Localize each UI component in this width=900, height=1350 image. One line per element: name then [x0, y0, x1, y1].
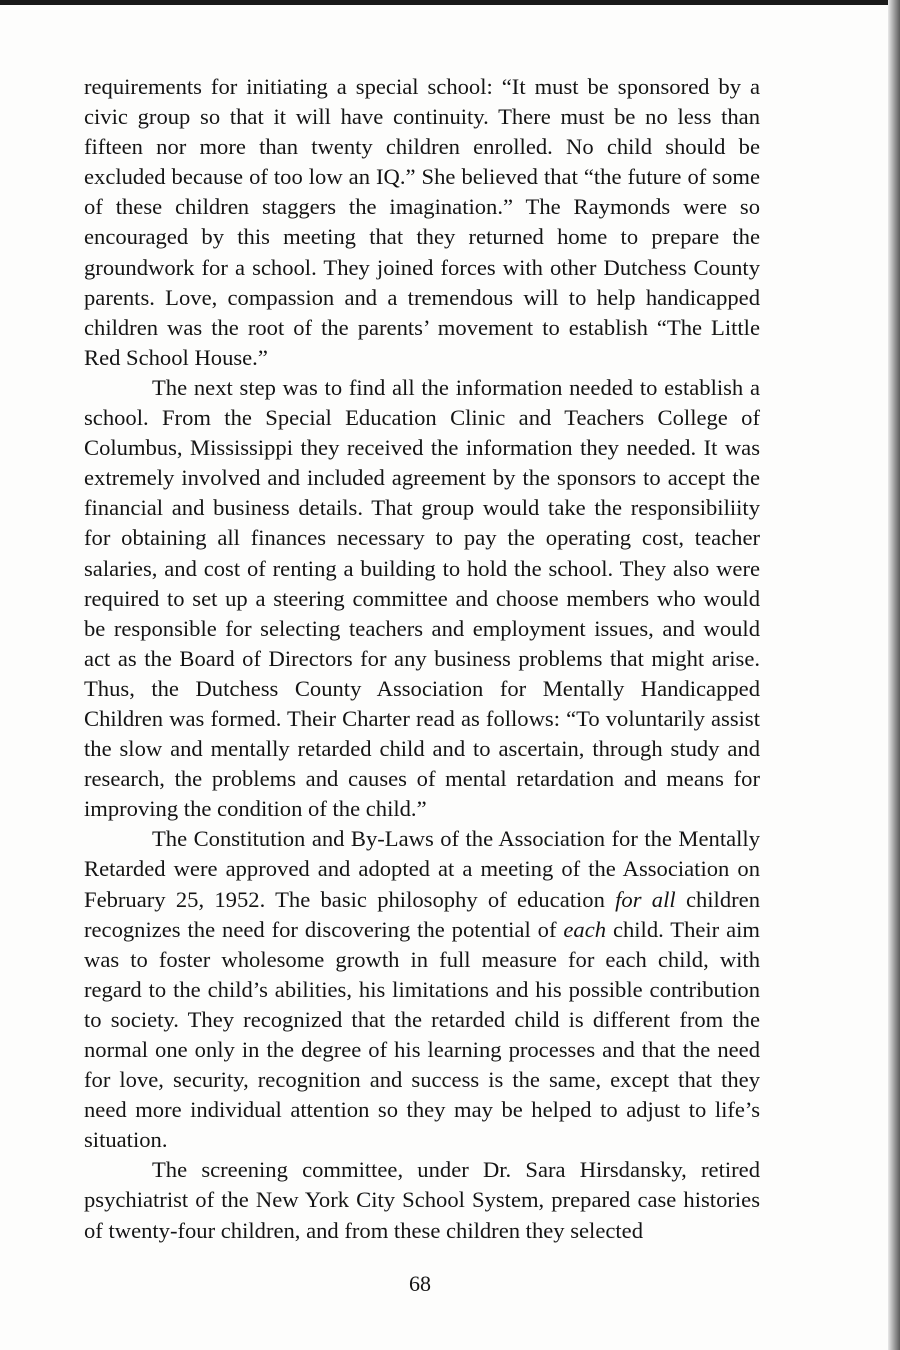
paragraph-3-text-c: child. Their aim was to foster wholesome growth in full measure for each child, with regard to the child’s abilities, his limitations and his possible contribution to society. They recognized that the retarded child is different from the normal one only in the degree of his learning processes and that the need for love, security, recognition and success is the same, except that they need more individual attention so they may be helped to adjust to life’s situation. — [84, 916, 760, 1153]
page-right-edge-shadow — [888, 0, 900, 1350]
paragraph-3 — [84, 824, 760, 1155]
paragraph-1 — [84, 72, 760, 373]
page-number: 68 — [409, 1271, 431, 1296]
paragraph-2 — [84, 373, 760, 824]
paragraph-3-text-b: children recognizes the need for discovering the potential of — [84, 886, 760, 942]
paragraph-2-text: The next step was to find all the information needed to establish a school. From the Special Education Clinic and Teachers College of Columbus, Mississippi they received the information they needed. It was extremely involved and included agreement by the sponsors to accept the financial and business details. That group would take the responsibiliity for obtaining all finances necessary to pay the operating cost, teacher salaries, and cost of renting a building to hold the school. They also were required to set up a steering committee and choose members who would be responsible for selecting teachers and employment issues, and would act as the Board of Directors for any business problems that might arise. Thus, the Dutchess County Association for Mentally Handicapped Children was formed. Their Charter read as follows: “To voluntarily assist the slow and mentally retarded child and to ascertain, through study and research, the problems and causes of mental retardation and means for improving the condition of the child.” — [84, 374, 760, 822]
top-edge-rule — [0, 0, 888, 5]
paragraph-3-italic-each: each — [563, 916, 607, 942]
paragraph-3-italic-for-all: for all — [615, 886, 676, 912]
paragraph-4 — [84, 1155, 760, 1245]
body-text — [84, 72, 760, 1246]
paragraph-1-text: requirements for initiating a special school: “It must be sponsored by a civic group so that it will have continuity. There must be no less than fifteen nor more than twenty children enrolled. No child should be excluded because of too low an IQ.” She believed that “the future of some of these children staggers the imagination.” The Raymonds were so encouraged by this meeting that they returned home to prepare the groundwork for a school. They joined forces with other Dutchess County parents. Love, compassion and a tremendous will to help handicapped children was the root of the parents’ movement to establish “The Little Red School House.” — [84, 74, 760, 370]
paragraph-4-text: The screening committee, under Dr. Sara Hirsdansky, retired psychiatrist of the New York City School System, prepared case histories of twenty-four children, and from these children they selected — [84, 1157, 760, 1243]
paragraph-3-text-a: The Constitution and By-Laws of the Association for the Mentally Retarded were approved and adopted at a meeting of the Association on February 25, 1952. The basic philosophy of education — [84, 826, 760, 912]
